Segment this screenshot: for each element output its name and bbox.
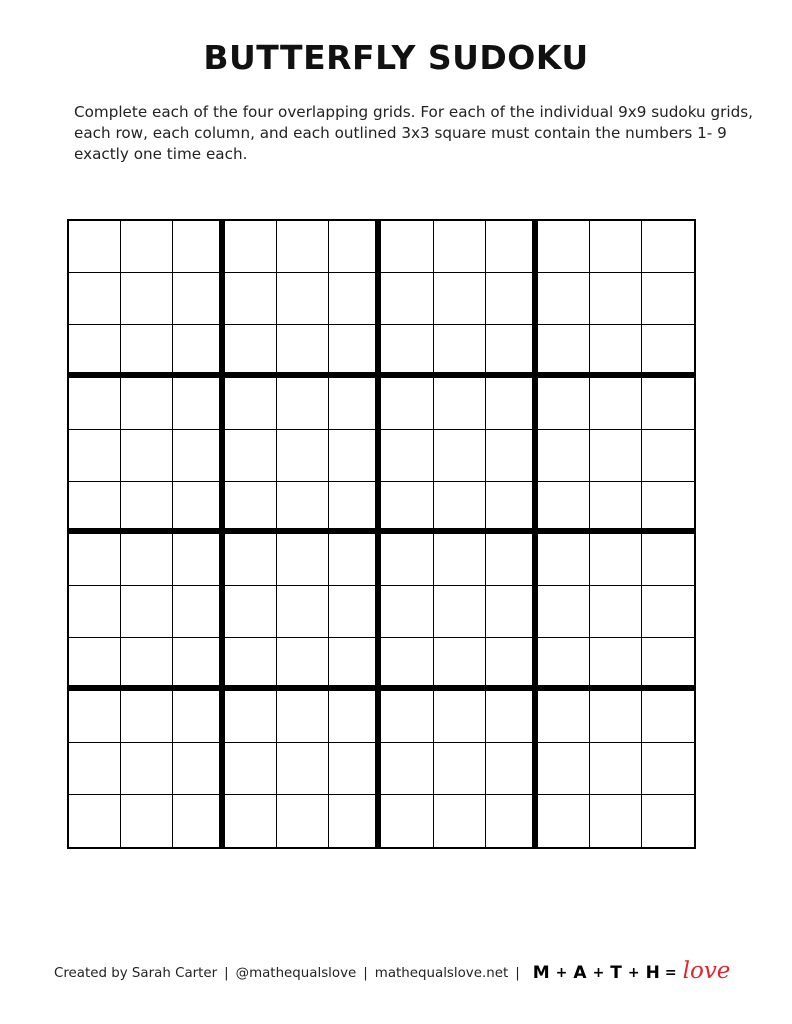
sudoku-cell[interactable] [277,378,329,430]
brand-equals: = [664,965,677,981]
brand-letter-t: T [610,963,622,983]
sudoku-cell[interactable] [69,325,121,377]
sudoku-cell[interactable] [434,221,486,273]
sudoku-cell[interactable] [173,430,225,482]
brand-logo [533,960,731,986]
sudoku-cell[interactable] [642,221,694,273]
sudoku-cell[interactable] [173,221,225,273]
sudoku-cell[interactable] [277,534,329,586]
sudoku-cell[interactable] [121,743,173,795]
brand-letter-m: M [532,963,550,983]
sudoku-cell[interactable] [329,534,381,586]
sudoku-cell[interactable] [225,638,277,690]
sudoku-cell[interactable] [225,586,277,638]
sudoku-cell[interactable] [329,273,381,325]
sudoku-cell[interactable] [225,325,277,377]
sudoku-cell[interactable] [486,743,538,795]
brand-love: love [682,958,731,984]
sudoku-cell[interactable] [121,482,173,534]
sudoku-cell[interactable] [381,221,433,273]
sudoku-cell[interactable] [329,638,381,690]
sudoku-cell[interactable] [329,325,381,377]
sudoku-cell[interactable] [121,586,173,638]
sudoku-cell[interactable] [538,378,590,430]
footer-handle: @mathequalslove [235,965,357,981]
sudoku-cell[interactable] [381,430,433,482]
sudoku-cell[interactable] [329,795,381,847]
sudoku-cell[interactable] [538,691,590,743]
sudoku-cell[interactable] [381,795,433,847]
sudoku-cell[interactable] [121,691,173,743]
sudoku-cell[interactable] [329,378,381,430]
footer-creator: Created by Sarah Carter [54,965,218,981]
sudoku-cell[interactable] [69,691,121,743]
sudoku-cell[interactable] [486,430,538,482]
sudoku-cell[interactable] [538,482,590,534]
sudoku-cell[interactable] [225,534,277,586]
sudoku-cell[interactable] [381,743,433,795]
sudoku-cell[interactable] [173,378,225,430]
page-title: BUTTERFLY SUDOKU [203,38,589,77]
footer-website: mathequalslove.net [374,965,509,981]
brand-plus: + [627,965,640,981]
sudoku-cell[interactable] [434,378,486,430]
brand-plus: + [555,965,568,981]
sudoku-cell[interactable] [277,430,329,482]
sudoku-cell[interactable] [121,273,173,325]
sudoku-cell[interactable] [381,534,433,586]
sudoku-cell[interactable] [434,586,486,638]
sudoku-cell[interactable] [121,221,173,273]
sudoku-cell[interactable] [434,534,486,586]
sudoku-cell[interactable] [121,638,173,690]
sudoku-cell[interactable] [69,378,121,430]
footer-separator: | [224,965,229,981]
sudoku-cell[interactable] [590,795,642,847]
sudoku-cell[interactable] [69,795,121,847]
sudoku-cell[interactable] [381,378,433,430]
sudoku-cell[interactable] [590,638,642,690]
sudoku-cell[interactable] [173,795,225,847]
sudoku-cell[interactable] [590,586,642,638]
brand-letter-a: A [573,963,587,983]
sudoku-cell[interactable] [642,325,694,377]
sudoku-cell[interactable] [642,430,694,482]
sudoku-cell[interactable] [173,691,225,743]
sudoku-cell[interactable] [69,586,121,638]
sudoku-cell[interactable] [538,325,590,377]
sudoku-cell[interactable] [69,482,121,534]
sudoku-cell[interactable] [277,273,329,325]
sudoku-cell[interactable] [381,482,433,534]
sudoku-cell[interactable] [538,273,590,325]
sudoku-cell[interactable] [381,638,433,690]
sudoku-cell[interactable] [225,430,277,482]
sudoku-cell[interactable] [69,430,121,482]
sudoku-cell[interactable] [69,221,121,273]
brand-plus: + [592,965,605,981]
sudoku-cell[interactable] [486,638,538,690]
sudoku-cell[interactable] [277,482,329,534]
sudoku-cell[interactable] [538,430,590,482]
sudoku-cell[interactable] [434,638,486,690]
sudoku-cell[interactable] [538,534,590,586]
sudoku-cell[interactable] [590,221,642,273]
sudoku-cell[interactable] [381,586,433,638]
sudoku-cell[interactable] [434,482,486,534]
sudoku-cell[interactable] [225,378,277,430]
sudoku-cell[interactable] [590,691,642,743]
sudoku-cell[interactable] [173,638,225,690]
sudoku-cell[interactable] [486,586,538,638]
sudoku-cell[interactable] [486,482,538,534]
sudoku-cell[interactable] [329,482,381,534]
sudoku-cell[interactable] [225,691,277,743]
sudoku-cell[interactable] [277,691,329,743]
brand-letter-h: H [645,963,660,983]
footer-separator: | [515,965,520,981]
sudoku-cell[interactable] [538,795,590,847]
sudoku-cell[interactable] [277,221,329,273]
sudoku-cell[interactable] [538,743,590,795]
sudoku-cell[interactable] [590,482,642,534]
sudoku-cell[interactable] [642,273,694,325]
sudoku-cell[interactable] [121,534,173,586]
sudoku-cell[interactable] [329,430,381,482]
sudoku-cell[interactable] [277,638,329,690]
sudoku-cell[interactable] [225,273,277,325]
sudoku-cell[interactable] [434,743,486,795]
sudoku-cell[interactable] [173,325,225,377]
footer-separator: | [363,965,368,981]
sudoku-cell[interactable] [486,534,538,586]
sudoku-cell[interactable] [642,743,694,795]
sudoku-cell[interactable] [538,586,590,638]
sudoku-cell[interactable] [173,482,225,534]
sudoku-cell[interactable] [69,743,121,795]
sudoku-cell[interactable] [642,638,694,690]
sudoku-cell[interactable] [642,378,694,430]
sudoku-cell[interactable] [642,482,694,534]
sudoku-cell[interactable] [225,795,277,847]
footer [54,960,730,986]
sudoku-cell[interactable] [121,325,173,377]
sudoku-cell[interactable] [173,273,225,325]
sudoku-cell[interactable] [590,743,642,795]
sudoku-cell[interactable] [329,743,381,795]
sudoku-cell[interactable] [538,221,590,273]
sudoku-cell[interactable] [642,586,694,638]
sudoku-cell[interactable] [173,534,225,586]
butterfly-sudoku-grid [67,219,696,849]
sudoku-cell[interactable] [642,534,694,586]
sudoku-cell[interactable] [225,482,277,534]
sudoku-cell[interactable] [486,325,538,377]
sudoku-cell[interactable] [590,534,642,586]
sudoku-cell[interactable] [590,378,642,430]
sudoku-cell[interactable] [225,221,277,273]
sudoku-cell[interactable] [642,691,694,743]
sudoku-cell[interactable] [434,325,486,377]
sudoku-cell[interactable] [173,743,225,795]
sudoku-cell[interactable] [121,378,173,430]
sudoku-cell[interactable] [486,795,538,847]
sudoku-cell[interactable] [277,325,329,377]
sudoku-cell[interactable] [225,743,277,795]
sudoku-cell[interactable] [381,273,433,325]
sudoku-cell[interactable] [381,691,433,743]
sudoku-cell[interactable] [434,795,486,847]
sudoku-cell[interactable] [642,795,694,847]
sudoku-cell[interactable] [590,325,642,377]
sudoku-cell[interactable] [69,534,121,586]
sudoku-cell[interactable] [329,221,381,273]
sudoku-cell[interactable] [329,691,381,743]
sudoku-cell[interactable] [434,273,486,325]
sudoku-cell[interactable] [434,430,486,482]
sudoku-cell[interactable] [381,325,433,377]
sudoku-cell[interactable] [486,273,538,325]
sudoku-cell[interactable] [277,586,329,638]
sudoku-cell[interactable] [69,273,121,325]
sudoku-cell[interactable] [486,378,538,430]
sudoku-cell[interactable] [590,273,642,325]
sudoku-cell[interactable] [538,638,590,690]
sudoku-cell[interactable] [486,221,538,273]
sudoku-cell[interactable] [277,743,329,795]
sudoku-cell[interactable] [329,586,381,638]
sudoku-cell[interactable] [173,586,225,638]
instructions-text: Complete each of the four overlapping grids. For each of the individual 9x9 sudoku grids, each row, each column, and each outlined 3x3 square must contain the numbers 1- 9 exactly one time each. [74,103,753,163]
sudoku-cell[interactable] [121,795,173,847]
sudoku-cell[interactable] [434,691,486,743]
sudoku-cell[interactable] [69,638,121,690]
sudoku-cell[interactable] [277,795,329,847]
sudoku-cell[interactable] [486,691,538,743]
sudoku-cell[interactable] [590,430,642,482]
sudoku-cell[interactable] [121,430,173,482]
